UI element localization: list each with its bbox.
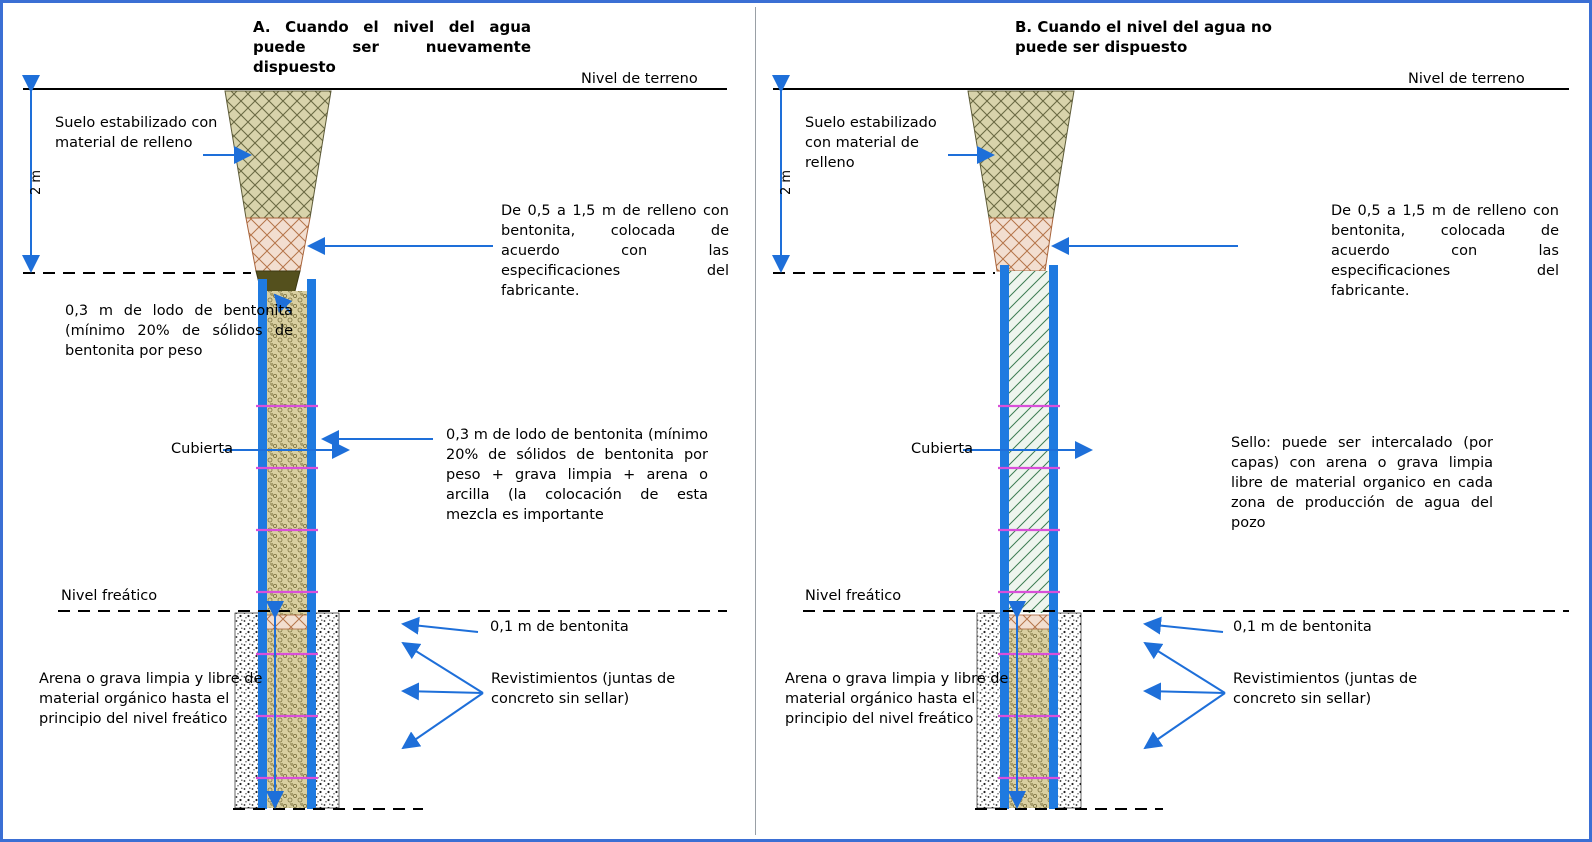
cover-label-a: Cubierta bbox=[171, 441, 234, 457]
panel-b-title: B. Cuando el nivel del agua no puede ser dispuesto bbox=[1015, 18, 1272, 56]
bentonite-thin-label-b: 0,1 m de bentonita bbox=[1233, 619, 1372, 635]
mix-label-a: 0,3 m de lodo de bentonita (mínimo 20% de sólidos de bentonita por peso + grava limpia + arena o arcilla (la colocación de esta mezcla es importante bbox=[446, 427, 708, 523]
backfill-label-b: Suelo estabilizado con material de relleno bbox=[805, 115, 937, 171]
slurry-cap-label-a: 0,3 m de lodo de bentonita (mínimo 20% de sólidos de bentonita por peso bbox=[65, 303, 293, 359]
ground-level-label-a: Nivel de terreno bbox=[581, 71, 698, 87]
panel-a-title: A. Cuando el nivel del agua puede ser nuevamente dispuesto bbox=[253, 18, 531, 76]
panel-a bbox=[3, 3, 747, 839]
ground-level-label-b: Nivel de terreno bbox=[1408, 71, 1525, 87]
sand-gravel-label-b: Arena o grava limpia y libre de material orgánico hasta el principio del nivel freático bbox=[785, 671, 1009, 727]
sand-gravel-label-a: Arena o grava limpia y libre de material orgánico hasta el principio del nivel freático bbox=[39, 671, 263, 727]
casing-label-b: Revistimientos (juntas de concreto sin sellar) bbox=[1233, 671, 1418, 707]
depth-label-b: 2 m bbox=[779, 169, 794, 195]
cover-label-b: Cubierta bbox=[911, 441, 974, 457]
backfill-label-a: Suelo estabilizado con material de relleno bbox=[55, 115, 218, 151]
bentonite-fill-label-a: De 0,5 a 1,5 m de relleno con bentonita, colocada de acuerdo con las especificaciones del fabricante. bbox=[501, 203, 729, 299]
panel-divider bbox=[755, 7, 756, 835]
casing-label-a: Revistimientos (juntas de concreto sin sellar) bbox=[491, 671, 676, 707]
water-table-label-a: Nivel freático bbox=[61, 588, 158, 604]
depth-label-a: 2 m bbox=[29, 169, 44, 195]
water-table-label-b: Nivel freático bbox=[805, 588, 902, 604]
seal-label-b: Sello: puede ser intercalado (por capas) con arena o grava limpia libre de material organico en cada zona de producción de agua del pozo bbox=[1231, 435, 1493, 531]
bentonite-thin-label-a: 0,1 m de bentonita bbox=[490, 619, 629, 635]
bentonite-fill-label-b: De 0,5 a 1,5 m de relleno con bentonita, colocada de acuerdo con las especificaciones del fabricante. bbox=[1331, 203, 1559, 299]
panel-b bbox=[763, 3, 1589, 839]
